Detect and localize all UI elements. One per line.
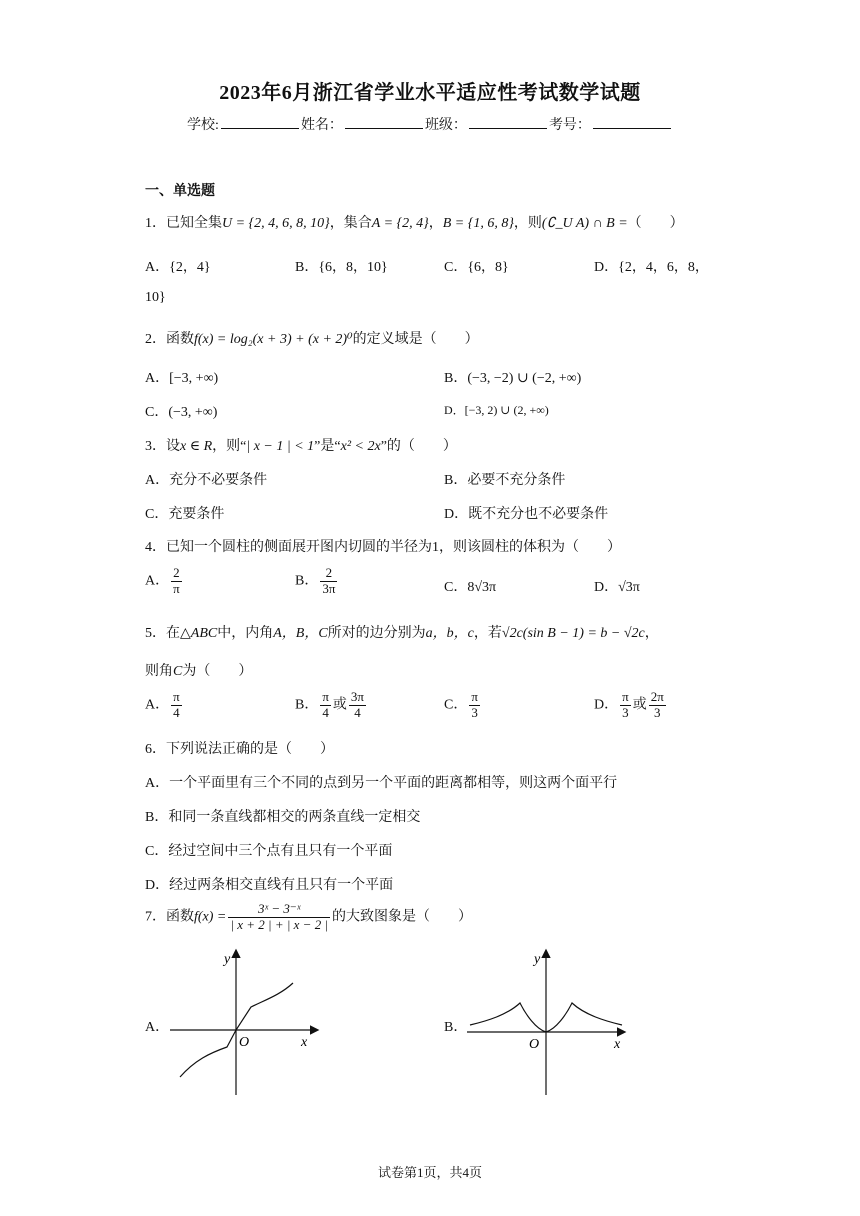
q6-option-d[interactable]: D．经过两条相交直线有且只有一个平面 [145,878,394,893]
q7-option-b-label[interactable]: B． [444,1020,468,1035]
q1-option-b[interactable]: B．{6，8，10} [295,260,388,275]
question-1-stem: 1．已知全集U = {2, 4, 6, 8, 10}，集合A = {2, 4}，B = {1, 6, 8}，则(∁_U A) ∩ B =（ ） [145,216,684,231]
q2-option-a[interactable]: A．[−3, +∞) [145,371,219,386]
q5-option-d[interactable]: D． $\frac{\pi}{3}$ 或 $\frac{2\pi}{3}$ [594,689,664,720]
q5-option-a[interactable]: A． $\frac{\pi}{4}$ [145,689,180,720]
q1-option-a[interactable]: A．{2，4} [145,260,211,275]
q3-option-a[interactable]: A．充分不必要条件 [145,473,268,488]
graph-b-origin-label: O [529,1037,540,1052]
number-blank[interactable] [593,116,671,129]
page-footer: 试卷第1页，共4页 [377,1165,482,1180]
q1-option-c[interactable]: C．{6，8} [444,260,509,275]
question-4-stem: 4．已知一个圆柱的侧面展开图内切圆的半径为1，则该圆柱的体积为（ ） [145,540,621,555]
q7-graph-a[interactable] [165,945,325,1100]
question-7-stem: 7．函数f(x) = $\frac{\text{3ˣ − 3⁻ˣ}}{| x + 2 | + | x - 2 |}$ 的大致图象是（ ） [145,901,473,932]
graph-b-x-label: x [614,1037,621,1052]
q4-option-c[interactable]: C．8√3π [444,580,497,595]
page-title: 2023年6月浙江省学业水平适应性考试数学试题 [219,82,641,104]
section-heading: 一、单选题 [145,184,215,199]
graph-b-y-label: y [534,952,541,967]
q5-option-c[interactable]: C． $\frac{\pi}{3}$ [444,689,478,720]
graph-a-origin-label: O [239,1035,250,1050]
name-blank[interactable] [345,116,423,129]
class-blank[interactable] [469,116,547,129]
q3-option-d[interactable]: D．既不充分也不必要条件 [444,507,609,522]
question-5-stem-line2: 则角C为（ ） [145,664,253,679]
q4-option-b[interactable]: B． $\frac{2}{3\pi}$ [295,565,336,596]
q6-option-c[interactable]: C．经过空间中三个点有且只有一个平面 [145,844,393,859]
question-5-stem: 5．在△ABC中，内角A，B，C所对的边分别为a，b，c，若√2c(sin B − 1) = b − √2c， [145,626,659,641]
q3-option-c[interactable]: C．充要条件 [145,507,225,522]
q1-option-d[interactable]: D．{2，4，6，8， [594,260,709,275]
graph-a-x-label: x [301,1035,308,1050]
q3-option-b[interactable]: B．必要不充分条件 [444,473,566,488]
graph-a-y-label: y [224,952,231,967]
q4-option-a[interactable]: A． $\frac{2}{\pi}$ [145,565,180,596]
school-label: 学校: [187,118,219,133]
q6-option-a[interactable]: A．一个平面里有三个不同的点到另一个平面的距离都相等，则这两个面平行 [145,776,618,791]
q6-option-b[interactable]: B．和同一条直线都相交的两条直线一定相交 [145,810,421,825]
q4-option-d[interactable]: D．√3π [594,580,640,595]
question-3-stem: 3．设x ∈ R，则“| x − 1 | < 1”是“x² < 2x”的（ ） [145,439,457,454]
q7-option-a-label[interactable]: A． [145,1020,170,1035]
class-label: 班级： [424,118,467,133]
number-label: 考号： [548,118,591,133]
student-info-line [0,114,860,134]
question-6-stem: 6．下列说法正确的是（ ） [145,742,334,757]
q1-option-d-cont: 10} [145,290,166,305]
q2-option-c[interactable]: C．(−3, +∞) [145,405,218,420]
q2-option-b[interactable]: B．(−3, −2) ∪ (−2, +∞) [444,371,582,386]
question-2-stem: 2．函数f(x) = log₂(x + 3) + (x + 2)⁰的定义域是（ ） [145,332,479,347]
school-blank[interactable] [221,116,299,129]
q5-option-b[interactable]: B． $\frac{\pi}{4}$ 或 $\frac{3\pi}{4}$ [295,689,364,720]
q7-graph-b[interactable] [462,945,632,1100]
name-label: 姓名： [300,118,343,133]
q2-option-d[interactable]: D．[−3, 2) ∪ (2, +∞) [444,403,549,417]
